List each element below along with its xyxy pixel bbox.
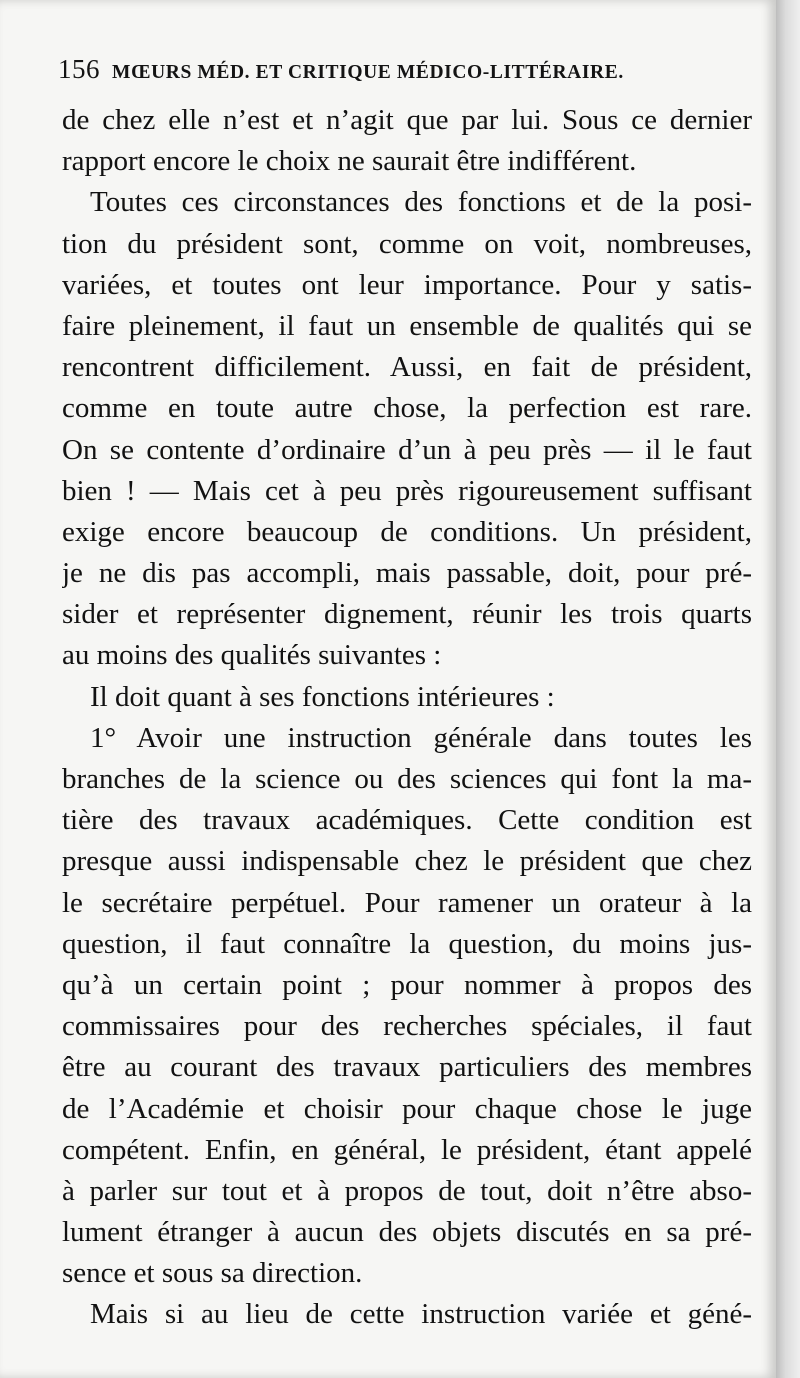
- page-number: 156: [58, 54, 100, 84]
- text-line: sider et représenter dignement, réunir les trois quarts: [62, 598, 752, 631]
- text-line: compétent. Enfin, en général, le président, étant appelé: [62, 1133, 752, 1166]
- text-line: Toutes ces circonstances des fonctions et de la posi-: [90, 186, 752, 219]
- page-header: [58, 54, 698, 85]
- text-line: rapport encore le choix ne saurait être indifférent.: [62, 145, 637, 178]
- text-line: Il doit quant à ses fonctions intérieures :: [90, 680, 555, 713]
- text-line: au moins des qualités suivantes :: [62, 639, 442, 672]
- text-line: faire pleinement, il faut un ensemble de qualités qui se: [62, 309, 752, 342]
- text-line: exige encore beaucoup de conditions. Un président,: [62, 515, 752, 548]
- running-title: MŒURS MÉD. ET CRITIQUE MÉDICO-LITTÉRAIRE.: [112, 62, 624, 83]
- text-line: On se contente d’ordinaire d’un à peu près — il le faut: [62, 433, 752, 466]
- text-line: bien ! — Mais cet à peu près rigoureusement suffisant: [62, 474, 752, 507]
- text-line: Mais si au lieu de cette instruction variée et géné-: [90, 1298, 752, 1331]
- text-line: comme en toute autre chose, la perfection est rare.: [62, 392, 752, 425]
- text-line: je ne dis pas accompli, mais passable, doit, pour pré-: [62, 557, 752, 590]
- text-line: lument étranger à aucun des objets discutés en sa pré-: [62, 1216, 752, 1249]
- body-text: [62, 100, 752, 1336]
- text-line: sence et sous sa direction.: [62, 1257, 363, 1290]
- text-line: tière des travaux académiques. Cette condition est: [62, 804, 752, 837]
- page-edge: [776, 0, 800, 1378]
- text-line: de chez elle n’est et n’agit que par lui. Sous ce dernier: [62, 104, 752, 136]
- text-line: rencontrent difficilement. Aussi, en fait de président,: [62, 351, 752, 384]
- text-line: presque aussi indispensable chez le président que chez: [62, 845, 752, 878]
- text-line: commissaires pour des recherches spéciales, il faut: [62, 1010, 752, 1043]
- text-line: branches de la science ou des sciences qui font la ma-: [62, 763, 752, 795]
- text-line: de l’Académie et choisir pour chaque chose le juge: [62, 1092, 752, 1125]
- text-line: variées, et toutes ont leur importance. Pour y satis-: [62, 268, 752, 301]
- text-line: 1° Avoir une instruction générale dans toutes les: [90, 721, 752, 754]
- text-line: le secrétaire perpétuel. Pour ramener un orateur à la: [62, 886, 752, 919]
- text-line: qu’à un certain point ; pour nommer à propos des: [62, 968, 752, 1001]
- text-line: être au courant des travaux particuliers des membres: [62, 1051, 752, 1084]
- text-line: tion du président sont, comme on voit, nombreuses,: [62, 227, 752, 260]
- text-line: à parler sur tout et à propos de tout, doit n’être abso-: [62, 1174, 752, 1207]
- text-line: question, il faut connaître la question, du moins jus-: [62, 927, 752, 960]
